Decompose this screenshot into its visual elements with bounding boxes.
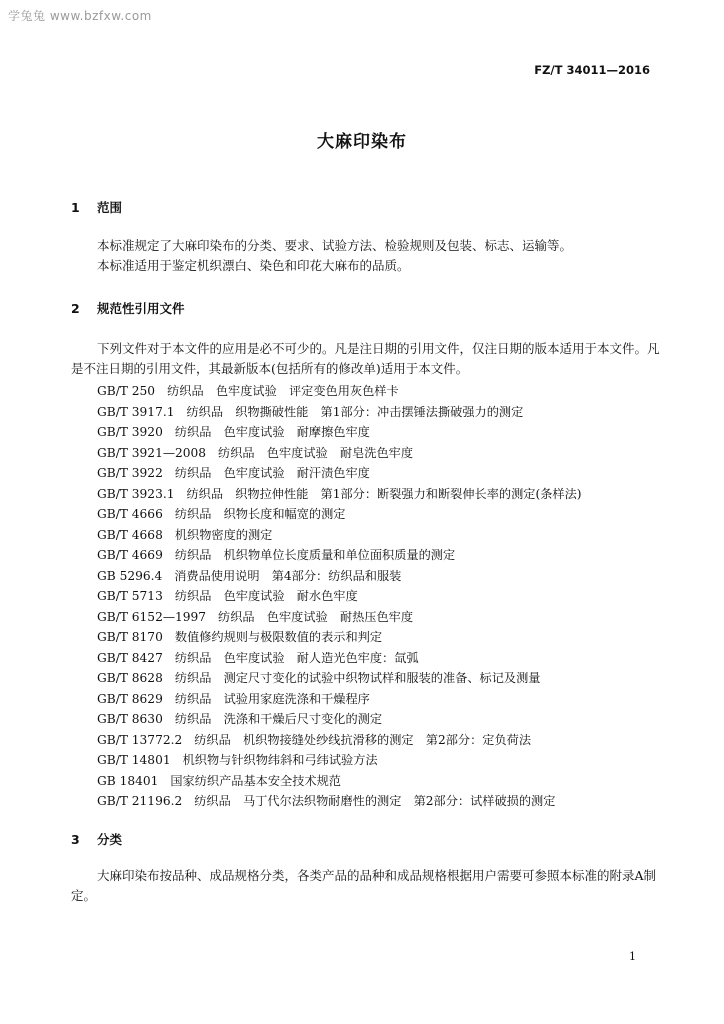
section-2-number: 2 (71, 301, 80, 316)
section-3-para: 大麻印染布按品种、成品规格分类，各类产品的品种和成品规格根据用户需要可参照本标准的附录A制定。 (71, 868, 657, 903)
reference-code: GB/T 8427 (97, 650, 163, 665)
section-1-title: 范围 (97, 200, 123, 215)
reference-title: 纺织品 色牢度试验 耐人造光色牢度：氙弧 (174, 650, 419, 665)
reference-code: GB/T 4668 (97, 527, 163, 542)
reference-title: 纺织品 色牢度试验 耐皂洗色牢度 (218, 445, 414, 460)
reference-title: 纺织品 色牢度试验 耐热压色牢度 (218, 609, 414, 624)
reference-title: 纺织品 洗涤和干燥后尺寸变化的测定 (174, 712, 383, 726)
reference-code: GB/T 6152—1997 (97, 609, 207, 624)
reference-item (97, 627, 677, 648)
section-1-para-1: 本标准规定了大麻印染布的分类、要求、试验方法、检验规则及包装、标志、运输等。 (97, 238, 573, 253)
section-3-heading (71, 830, 122, 848)
reference-title: 纺织品 马丁代尔法织物耐磨性的测定 第2部分：试样破损的测定 (194, 794, 556, 808)
reference-code: GB/T 5713 (97, 589, 163, 603)
reference-item (97, 381, 677, 402)
reference-item (97, 463, 677, 484)
reference-code: GB/T 8630 (97, 712, 163, 726)
reference-item (97, 402, 677, 423)
reference-item (97, 422, 677, 443)
reference-title: 纺织品 织物撕破性能 第1部分：冲击摆锤法撕破强力的测定 (186, 404, 524, 419)
reference-code: GB/T 4669 (97, 548, 163, 562)
section-2-intro (71, 339, 661, 379)
reference-item (97, 586, 677, 607)
section-2-intro-text: 下列文件对于本文件的应用是必不可少的。凡是注日期的引用文件，仅注日期的版本适用于本文件。凡是不注日期的引用文件，其最新版本(包括所有的修改单)适用于本文件。 (71, 341, 660, 376)
reference-code: GB/T 3917.1 (97, 404, 175, 419)
reference-item (97, 545, 677, 566)
reference-code: GB/T 250 (97, 384, 156, 398)
reference-item (97, 484, 677, 505)
reference-code: GB/T 21196.2 (97, 794, 183, 808)
reference-code: GB 5296.4 (97, 568, 163, 583)
reference-code: GB/T 13772.2 (97, 732, 183, 747)
reference-code: GB/T 3920 (97, 425, 163, 439)
page-number: 1 (629, 950, 636, 963)
reference-title: 纺织品 测定尺寸变化的试验中织物试样和服装的准备、标记及测量 (174, 671, 541, 685)
reference-title: 机织物密度的测定 (174, 527, 273, 542)
section-1-heading (71, 198, 122, 216)
reference-item (97, 504, 677, 525)
section-1-number: 1 (71, 200, 80, 215)
reference-item (97, 771, 677, 792)
reference-title: 纺织品 织物拉伸性能 第1部分：断裂强力和断裂伸长率的测定(条样法) (186, 486, 582, 501)
reference-item (97, 607, 677, 628)
reference-item (97, 791, 677, 812)
section-1-para-2: 本标准适用于鉴定机织漂白、染色和印花大麻布的品质。 (97, 258, 410, 273)
section-2-heading (71, 299, 185, 317)
section-3-title: 分类 (97, 832, 123, 847)
reference-item (97, 689, 677, 710)
reference-title: 纺织品 试验用家庭洗涤和干燥程序 (174, 691, 370, 706)
reference-item (97, 668, 677, 689)
reference-title: 纺织品 色牢度试验 评定变色用灰色样卡 (167, 384, 399, 398)
reference-title: 数值修约规则与极限数值的表示和判定 (174, 630, 383, 644)
reference-title: 纺织品 机织物单位长度质量和单位面积质量的测定 (174, 548, 456, 562)
section-1-body (71, 236, 661, 276)
reference-code: GB/T 14801 (97, 753, 171, 767)
reference-code: GB/T 8628 (97, 671, 163, 685)
section-3-body (71, 866, 661, 906)
reference-title: 纺织品 色牢度试验 耐水色牢度 (174, 589, 358, 603)
standard-number: FZ/T 34011—2016 (534, 63, 650, 77)
reference-code: GB/T 4666 (97, 507, 163, 521)
section-2-title: 规范性引用文件 (97, 301, 185, 316)
reference-code: GB/T 3921—2008 (97, 445, 207, 460)
reference-item (97, 525, 677, 546)
reference-code: GB/T 8170 (97, 630, 163, 644)
reference-title: 纺织品 色牢度试验 耐汗渍色牢度 (174, 466, 370, 480)
reference-title: 纺织品 织物长度和幅宽的测定 (174, 507, 346, 521)
reference-title: 纺织品 机织物接缝处纱线抗滑移的测定 第2部分：定负荷法 (194, 732, 532, 747)
reference-item (97, 648, 677, 669)
reference-item (97, 566, 677, 587)
reference-title: 纺织品 色牢度试验 耐摩擦色牢度 (174, 425, 370, 439)
page-title: 大麻印染布 (317, 132, 407, 152)
watermark: 学兔兔 www.bzfxw.com (8, 9, 152, 23)
reference-item (97, 750, 677, 771)
section-3-number: 3 (71, 832, 80, 847)
reference-title: 机织物与针织物纬斜和弓纬试验方法 (182, 753, 378, 767)
reference-list (97, 381, 677, 812)
reference-code: GB 18401 (97, 773, 159, 788)
reference-item (97, 443, 677, 464)
reference-item (97, 709, 677, 730)
reference-code: GB/T 3922 (97, 466, 163, 480)
reference-title: 国家纺织产品基本安全技术规范 (170, 773, 341, 788)
reference-title: 消费品使用说明 第4部分：纺织品和服装 (174, 568, 402, 583)
reference-code: GB/T 8629 (97, 691, 163, 706)
reference-item (97, 730, 677, 751)
reference-code: GB/T 3923.1 (97, 486, 175, 501)
